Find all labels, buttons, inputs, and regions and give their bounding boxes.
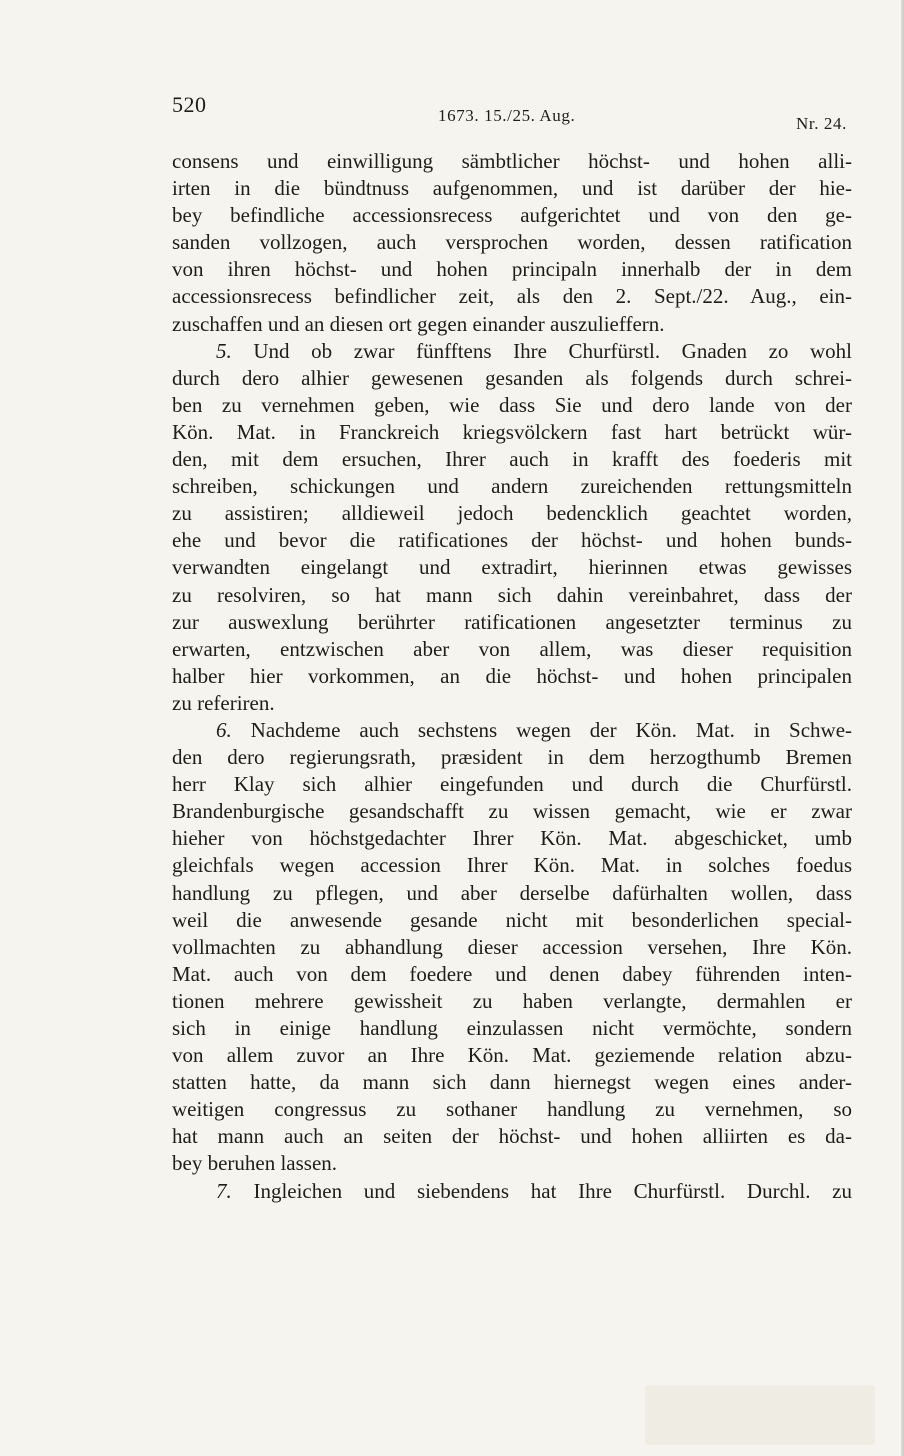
text-line <box>172 202 852 229</box>
text-line <box>172 554 852 581</box>
text-line <box>172 663 852 690</box>
text-line <box>172 175 852 202</box>
text-line <box>172 527 852 554</box>
document-number: Nr. 24. <box>796 114 847 133</box>
line-text: zu assistiren; alldieweil jedoch bedencklich geachtet worden, <box>172 501 852 526</box>
text-line <box>172 907 852 934</box>
text-line <box>172 582 852 609</box>
line-text: den dero regierungsrath, præsident in dem herzogthumb Bremen <box>172 745 852 770</box>
paragraph-first-line <box>172 338 852 365</box>
line-text: zur auswexlung berührter ratificationen angesetzter terminus zu <box>172 609 852 634</box>
text-line <box>172 988 852 1015</box>
paragraph-number: 6. <box>216 717 232 742</box>
line-text: Nachdeme auch sechstens wegen der Kön. Mat. in Schwe- <box>250 717 853 742</box>
line-text: weitigen congressus zu sothaner handlung zu vernehmen, so <box>172 1097 852 1122</box>
line-text: Kön. Mat. in Franckreich kriegsvölckern fast hart betrückt wür- <box>172 419 852 444</box>
line-text: bey befindliche accessionsrecess aufgerichtet und von den ge- <box>172 203 852 228</box>
line-text: handlung zu pflegen, und aber derselbe dafürhalten wollen, dass <box>172 880 852 905</box>
line-text: zuschaffen und an diesen ort gegen einander auszulieffern. <box>172 311 665 336</box>
line-text: consens und einwilligung sämbtlicher höchst- und hohen alli- <box>172 149 852 173</box>
text-line <box>172 1069 852 1096</box>
page-number: 520 <box>172 92 207 117</box>
text-line <box>172 636 852 663</box>
text-line <box>172 473 852 500</box>
text-line <box>172 148 852 175</box>
text-line <box>172 961 852 988</box>
text-line <box>172 852 852 879</box>
line-text: Mat. auch von dem foedere und denen dabey führenden inten- <box>172 961 852 986</box>
running-head-date: 1673. 15./25. Aug. <box>438 106 576 125</box>
text-line <box>172 1150 852 1177</box>
line-text: herr Klay sich alhier eingefunden und durch die Churfürstl. <box>172 772 852 797</box>
paragraph-number: 7. <box>216 1178 232 1203</box>
line-text: statten hatte, da mann sich dann hiernegst wegen eines ander- <box>172 1070 852 1095</box>
paragraph-number: 5. <box>216 338 232 363</box>
text-line <box>172 392 852 419</box>
text-line <box>172 934 852 961</box>
text-line <box>172 365 852 392</box>
line-text: erwarten, entzwischen aber von allem, was dieser requisition <box>172 636 852 661</box>
line-text: von ihren höchst- und hohen principaln innerhalb der in dem <box>172 257 852 282</box>
line-text: Brandenburgische gesandschafft zu wissen gemacht, wie er zwar <box>172 799 852 824</box>
line-text: irten in die bündtnuss aufgenommen, und ist darüber der hie- <box>172 176 852 201</box>
line-text: vollmachten zu abhandlung dieser accession versehen, Ihre Kön. <box>172 934 852 959</box>
text-line <box>172 1096 852 1123</box>
text-line <box>172 283 852 310</box>
line-text: gleichfals wegen accession Ihrer Kön. Mat. in solches foedus <box>172 853 852 878</box>
line-text: zu resolviren, so hat mann sich dahin vereinbahret, dass der <box>172 582 852 607</box>
line-text: ben zu vernehmen geben, wie dass Sie und dero lande von der <box>172 392 852 417</box>
line-text: weil die anwesende gesande nicht mit besonderlichen special- <box>172 907 852 932</box>
text-line <box>172 229 852 256</box>
text-line <box>172 419 852 446</box>
body-text <box>172 148 852 1205</box>
paragraph-first-line <box>172 1178 852 1205</box>
text-line <box>172 256 852 283</box>
line-text: durch dero alhier gewesenen gesanden als folgends durch schrei- <box>172 365 852 390</box>
text-line <box>172 1042 852 1069</box>
line-text: bey beruhen lassen. <box>172 1151 338 1176</box>
text-line <box>172 744 852 771</box>
line-text: hieher von höchstgedachter Ihrer Kön. Mat. abgeschicket, umb <box>172 826 852 851</box>
line-text: zu referiren. <box>172 690 275 715</box>
line-text: schreiben, schickungen und andern zureichenden rettungsmitteln <box>172 474 852 499</box>
line-text: sich in einige handlung einzulassen nicht vermöchte, sondern <box>172 1016 852 1040</box>
text-line <box>172 771 852 798</box>
text-line <box>172 880 852 907</box>
text-line <box>172 311 852 338</box>
line-text: Ingleichen und siebendens hat Ihre Churfürstl. Durchl. zu <box>253 1178 852 1203</box>
text-line <box>172 609 852 636</box>
text-line <box>172 1015 852 1042</box>
line-text: den, mit dem ersuchen, Ihrer auch in krafft des foederis mit <box>172 447 852 472</box>
line-text: hat mann auch an seiten der höchst- und hohen alliirten es da- <box>172 1124 852 1149</box>
line-text: verwandten eingelangt und extradirt, hierinnen etwas gewisses <box>172 555 852 580</box>
line-text: Und ob zwar fünfftens Ihre Churfürstl. Gnaden zo wohl <box>253 338 852 363</box>
line-text: tionen mehrere gewissheit zu haben verlangte, dermahlen er <box>172 988 852 1013</box>
text-line <box>172 446 852 473</box>
text-line <box>172 798 852 825</box>
text-line <box>172 825 852 852</box>
line-text: accessionsrecess befindlicher zeit, als den 2. Sept./22. Aug., ein- <box>172 284 852 309</box>
page-header <box>172 92 852 142</box>
text-line <box>172 1123 852 1150</box>
line-text: halber hier vorkommen, an die höchst- und hohen principalen <box>172 663 852 688</box>
paragraph-first-line <box>172 717 852 744</box>
paper-stain <box>645 1385 875 1445</box>
line-text: ehe und bevor die ratificationes der höchst- und hohen bunds- <box>172 528 852 553</box>
text-line <box>172 500 852 527</box>
text-line <box>172 690 852 717</box>
line-text: sanden vollzogen, auch versprochen worden, dessen ratification <box>172 230 852 255</box>
line-text: von allem zuvor an Ihre Kön. Mat. geziemende relation abzu- <box>172 1043 852 1068</box>
